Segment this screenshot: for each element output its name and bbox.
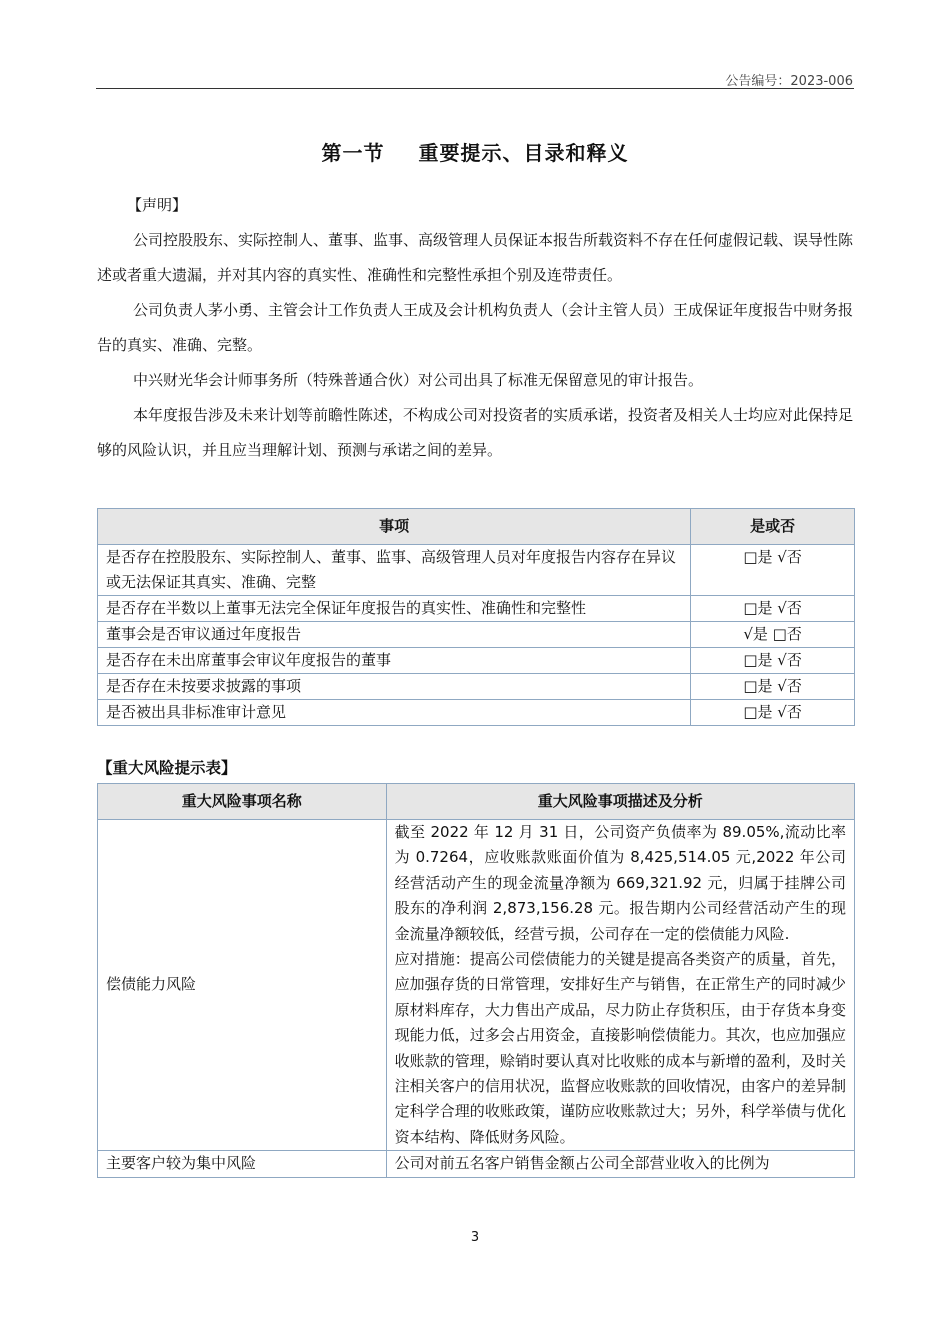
section-name: 重要提示、目录和释义 bbox=[418, 141, 629, 165]
table-row bbox=[98, 1151, 855, 1177]
risk-description: 截至 2022 年 12 月 31 日，公司资产负债率为 89.05%,流动比率为 0.7264，应收账款账面价值为 8,425,514.05 元,2022 年公司经营活动产生的现金流量净额为 669,321.92 元，归属于挂牌公司股东的净利润 2,873,156.28 元。报告期内公司经营活动产生的现金流量净额较低，经营亏损，公司存在一定的偿债能力风险. bbox=[394, 823, 846, 943]
answer-cell: □是 √否 bbox=[691, 648, 855, 674]
matter-cell: 是否存在未按要求披露的事项 bbox=[98, 674, 691, 700]
answer-cell: □是 √否 bbox=[691, 545, 855, 596]
table-header-row bbox=[98, 784, 855, 820]
risk-name-cell: 偿债能力风险 bbox=[98, 820, 387, 1151]
risk-table-wrapper bbox=[97, 783, 855, 1178]
table-row bbox=[98, 596, 855, 622]
answer-cell: □是 √否 bbox=[691, 596, 855, 622]
matters-table bbox=[97, 508, 855, 726]
statement-paragraph: 中兴财光华会计师事务所（特殊普通合伙）对公司出具了标准无保留意见的审计报告。 bbox=[133, 371, 704, 389]
page-number: 3 bbox=[470, 1230, 480, 1245]
risk-table bbox=[97, 783, 855, 1178]
header-divider bbox=[96, 88, 854, 89]
table-row bbox=[98, 622, 855, 648]
statement-heading: 【声明】 bbox=[127, 196, 188, 214]
statement-paragraph: 公司负责人茅小勇、主管会计工作负责人王成及会计机构负责人（会计主管人员）王成保证年度报告中财务报告的真实、准确、完整。 bbox=[97, 301, 854, 354]
column-header-risk-description: 重大风险事项描述及分析 bbox=[386, 784, 854, 820]
risk-name-cell: 主要客户较为集中风险 bbox=[98, 1151, 387, 1177]
column-header-matter: 事项 bbox=[98, 509, 691, 545]
matter-cell: 董事会是否审议通过年度报告 bbox=[98, 622, 691, 648]
matter-cell: 是否存在控股股东、实际控制人、董事、监事、高级管理人员对年度报告内容存在异议或无法保证其真实、准确、完整 bbox=[98, 545, 691, 596]
matter-cell: 是否存在半数以上董事无法完全保证年度报告的真实性、准确性和完整性 bbox=[98, 596, 691, 622]
risk-description-cell: 公司对前五名客户销售金额占公司全部营业收入的比例为 bbox=[386, 1151, 854, 1177]
statement-paragraph: 本年度报告涉及未来计划等前瞻性陈述，不构成公司对投资者的实质承诺，投资者及相关人士均应对此保持足够的风险认识，并且应当理解计划、预测与承诺之间的差异。 bbox=[97, 406, 854, 459]
matter-cell: 是否存在未出席董事会审议年度报告的董事 bbox=[98, 648, 691, 674]
risk-description-cell bbox=[386, 820, 854, 1151]
answer-cell: □是 √否 bbox=[691, 700, 855, 726]
risk-table-heading: 【重大风险提示表】 bbox=[97, 759, 237, 777]
statement-section bbox=[97, 188, 855, 468]
table-header-row bbox=[98, 509, 855, 545]
table-row bbox=[98, 820, 855, 1151]
table-row bbox=[98, 674, 855, 700]
table-row bbox=[98, 545, 855, 596]
statement-paragraph: 公司控股股东、实际控制人、董事、监事、高级管理人员保证本报告所载资料不存在任何虚假记载、误导性陈述或者重大遗漏，并对其内容的真实性、准确性和完整性承担个别及连带责任。 bbox=[97, 231, 854, 284]
matters-table-wrapper bbox=[97, 508, 855, 726]
section-number: 第一节 bbox=[321, 141, 385, 165]
matter-cell: 是否被出具非标准审计意见 bbox=[98, 700, 691, 726]
column-header-risk-name: 重大风险事项名称 bbox=[98, 784, 387, 820]
risk-response: 应对措施：提高公司偿债能力的关键是提高各类资产的质量，首先，应加强存货的日常管理，安排好生产与销售，在正常生产的同时减少原材料库存，大力售出产成品，尽力防止存货积压，由于存货本身变现能力低，过多会占用资金，直接影响偿债能力。其次，也应加强应收账款的管理，赊销时要认真对比收账的成本与新增的盈利，及时关注相关客户的信用状况，监督应收账款的回收情况，由客户的差异制定科学合理的收账政策，谨防应收账款过大；另外，科学举债与优化资本结构、降低财务风险。 bbox=[394, 950, 846, 1146]
announcement-number: 公告编号：2023-006 bbox=[725, 74, 853, 89]
column-header-yes-no: 是或否 bbox=[691, 509, 855, 545]
table-row bbox=[98, 648, 855, 674]
answer-cell: √是 □否 bbox=[691, 622, 855, 648]
page-title bbox=[0, 137, 950, 166]
table-row bbox=[98, 700, 855, 726]
answer-cell: □是 √否 bbox=[691, 674, 855, 700]
